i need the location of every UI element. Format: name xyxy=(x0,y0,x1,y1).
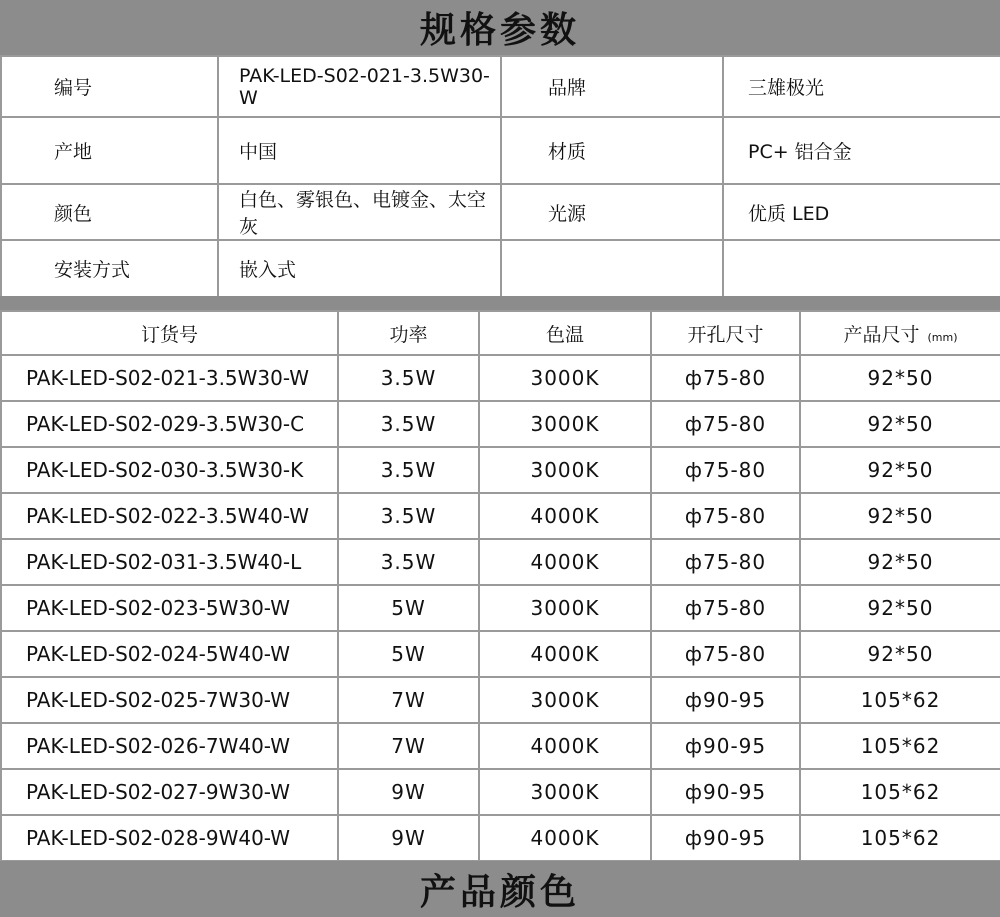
color-temp-cell: 4000K xyxy=(479,723,651,769)
order-number-cell: PAK-LED-S02-030-3.5W30-K xyxy=(1,447,338,493)
spec-value: 优质 LED xyxy=(723,184,1000,240)
spec-row xyxy=(1,56,1000,117)
color-temp-cell: 4000K xyxy=(479,631,651,677)
product-size-cell: 92*50 xyxy=(800,447,1000,493)
spec-value xyxy=(723,240,1000,297)
power-cell: 3.5W xyxy=(338,355,479,401)
order-table-body xyxy=(1,355,1000,861)
power-cell: 9W xyxy=(338,815,479,861)
product-size-cell: 105*62 xyxy=(800,769,1000,815)
color-temp-cell: 3000K xyxy=(479,447,651,493)
product-size-cell: 105*62 xyxy=(800,815,1000,861)
spec-row xyxy=(1,240,1000,297)
product-size-header xyxy=(800,311,1000,355)
order-number-cell: PAK-LED-S02-027-9W30-W xyxy=(1,769,338,815)
table-row xyxy=(1,769,1000,815)
spec-value: PAK-LED-S02-021-3.5W30-W xyxy=(218,56,501,117)
table-row xyxy=(1,631,1000,677)
cutout-size-cell: ф75-80 xyxy=(651,539,800,585)
order-number-header: 订货号 xyxy=(1,311,338,355)
power-cell: 7W xyxy=(338,677,479,723)
spec-value: 三雄极光 xyxy=(723,56,1000,117)
table-row xyxy=(1,401,1000,447)
spec-section-title: 规格参数 xyxy=(419,10,580,51)
spec-row xyxy=(1,184,1000,240)
product-size-cell: 105*62 xyxy=(800,723,1000,769)
order-number-cell: PAK-LED-S02-022-3.5W40-W xyxy=(1,493,338,539)
cutout-size-cell: ф90-95 xyxy=(651,677,800,723)
product-size-header-label: 产品尺寸 xyxy=(843,323,920,346)
order-number-cell: PAK-LED-S02-024-5W40-W xyxy=(1,631,338,677)
product-size-cell: 92*50 xyxy=(800,493,1000,539)
spec-value: 中国 xyxy=(218,117,501,184)
color-section-header xyxy=(0,861,1000,917)
color-section-title: 产品颜色 xyxy=(419,871,580,913)
color-temp-cell: 3000K xyxy=(479,769,651,815)
cutout-size-cell: ф75-80 xyxy=(651,585,800,631)
table-row xyxy=(1,677,1000,723)
spec-label: 编号 xyxy=(1,56,218,117)
power-cell: 3.5W xyxy=(338,539,479,585)
table-row xyxy=(1,355,1000,401)
table-row xyxy=(1,493,1000,539)
color-temp-header: 色温 xyxy=(479,311,651,355)
product-size-cell: 92*50 xyxy=(800,631,1000,677)
section-divider xyxy=(0,296,1000,310)
spec-label xyxy=(501,240,723,297)
order-table-header-row xyxy=(1,311,1000,355)
color-temp-cell: 3000K xyxy=(479,401,651,447)
power-cell: 5W xyxy=(338,631,479,677)
spec-label: 材质 xyxy=(501,117,723,184)
power-cell: 9W xyxy=(338,769,479,815)
table-row xyxy=(1,815,1000,861)
product-size-cell: 92*50 xyxy=(800,539,1000,585)
order-number-cell: PAK-LED-S02-028-9W40-W xyxy=(1,815,338,861)
power-cell: 3.5W xyxy=(338,493,479,539)
spec-label: 产地 xyxy=(1,117,218,184)
cutout-size-cell: ф75-80 xyxy=(651,631,800,677)
table-row xyxy=(1,539,1000,585)
color-temp-cell: 3000K xyxy=(479,677,651,723)
cutout-size-header: 开孔尺寸 xyxy=(651,311,800,355)
cutout-size-cell: ф90-95 xyxy=(651,723,800,769)
order-number-cell: PAK-LED-S02-023-5W30-W xyxy=(1,585,338,631)
color-temp-cell: 3000K xyxy=(479,585,651,631)
spec-row xyxy=(1,117,1000,184)
order-number-cell: PAK-LED-S02-025-7W30-W xyxy=(1,677,338,723)
power-cell: 3.5W xyxy=(338,447,479,493)
product-size-cell: 92*50 xyxy=(800,401,1000,447)
order-number-cell: PAK-LED-S02-021-3.5W30-W xyxy=(1,355,338,401)
spec-label: 光源 xyxy=(501,184,723,240)
power-header: 功率 xyxy=(338,311,479,355)
cutout-size-cell: ф90-95 xyxy=(651,815,800,861)
power-cell: 3.5W xyxy=(338,401,479,447)
spec-label: 颜色 xyxy=(1,184,218,240)
cutout-size-cell: ф75-80 xyxy=(651,355,800,401)
table-row xyxy=(1,447,1000,493)
spec-label: 品牌 xyxy=(501,56,723,117)
spec-table xyxy=(0,55,1000,298)
color-temp-cell: 4000K xyxy=(479,539,651,585)
power-cell: 7W xyxy=(338,723,479,769)
cutout-size-cell: ф75-80 xyxy=(651,401,800,447)
color-temp-cell: 4000K xyxy=(479,815,651,861)
order-table xyxy=(0,310,1000,862)
cutout-size-cell: ф75-80 xyxy=(651,447,800,493)
table-row xyxy=(1,723,1000,769)
color-temp-cell: 3000K xyxy=(479,355,651,401)
product-size-cell: 105*62 xyxy=(800,677,1000,723)
color-temp-cell: 4000K xyxy=(479,493,651,539)
spec-value: PC+ 铝合金 xyxy=(723,117,1000,184)
table-row xyxy=(1,585,1000,631)
size-unit: (mm) xyxy=(927,330,958,344)
cutout-size-cell: ф75-80 xyxy=(651,493,800,539)
order-number-cell: PAK-LED-S02-029-3.5W30-C xyxy=(1,401,338,447)
product-size-cell: 92*50 xyxy=(800,355,1000,401)
spec-value: 嵌入式 xyxy=(218,240,501,297)
product-size-cell: 92*50 xyxy=(800,585,1000,631)
spec-section-header xyxy=(0,0,1000,55)
spec-label: 安装方式 xyxy=(1,240,218,297)
order-number-cell: PAK-LED-S02-026-7W40-W xyxy=(1,723,338,769)
spec-value: 白色、雾银色、电镀金、太空灰 xyxy=(218,184,501,240)
order-number-cell: PAK-LED-S02-031-3.5W40-L xyxy=(1,539,338,585)
cutout-size-cell: ф90-95 xyxy=(651,769,800,815)
power-cell: 5W xyxy=(338,585,479,631)
